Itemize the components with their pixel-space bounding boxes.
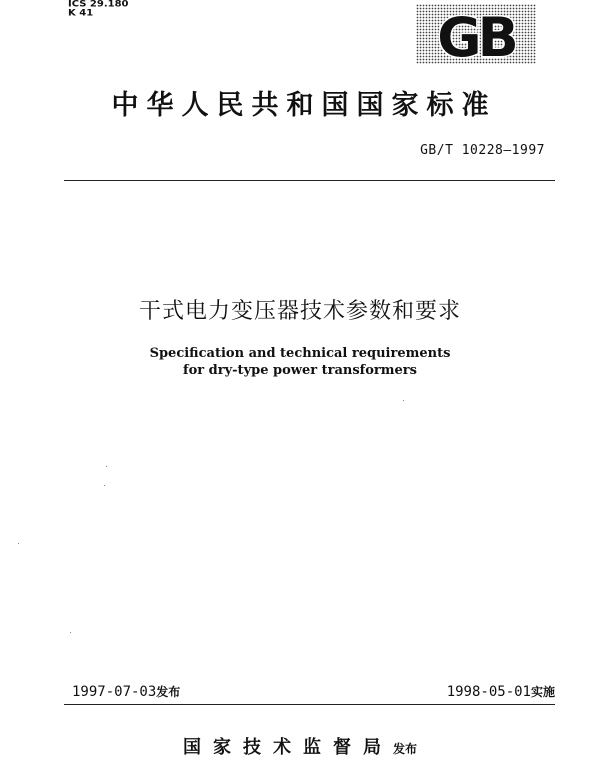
implementation-date-suffix: 实施: [530, 685, 555, 699]
publisher-suffix: 发布: [392, 742, 417, 756]
issue-date: [72, 683, 180, 700]
implementation-date: [447, 683, 555, 700]
english-title-line2: for dry-type power transformers: [183, 363, 417, 378]
ics-code: ICS 29.180: [68, 0, 129, 9]
gb-logo-text: GB: [437, 6, 515, 64]
classification-codes: [68, 0, 129, 18]
english-title-line1: Specification and technical requirements: [149, 346, 451, 361]
issue-date-value: 1997-07-03: [72, 684, 157, 700]
scan-speck: [104, 485, 105, 486]
ccs-code: K 41: [68, 8, 94, 18]
scan-speck: [403, 400, 404, 401]
gb-logo: [416, 4, 536, 64]
publisher: [0, 733, 600, 759]
scan-speck: [70, 632, 71, 633]
top-divider: [64, 180, 555, 181]
english-title: [0, 345, 600, 379]
standard-number: GB/T 10228—1997: [420, 143, 545, 158]
implementation-date-value: 1998-05-01: [446, 684, 531, 700]
scan-speck: [106, 466, 107, 467]
chinese-title: 干式电力变压器技术参数和要求: [138, 299, 461, 324]
national-standard-title: 中华人民共和国国家标准: [111, 90, 497, 121]
issue-date-suffix: 发布: [156, 685, 181, 699]
scan-speck: [18, 543, 19, 544]
publisher-name: 国家技术监督局: [182, 737, 393, 758]
bottom-divider: [64, 704, 555, 705]
